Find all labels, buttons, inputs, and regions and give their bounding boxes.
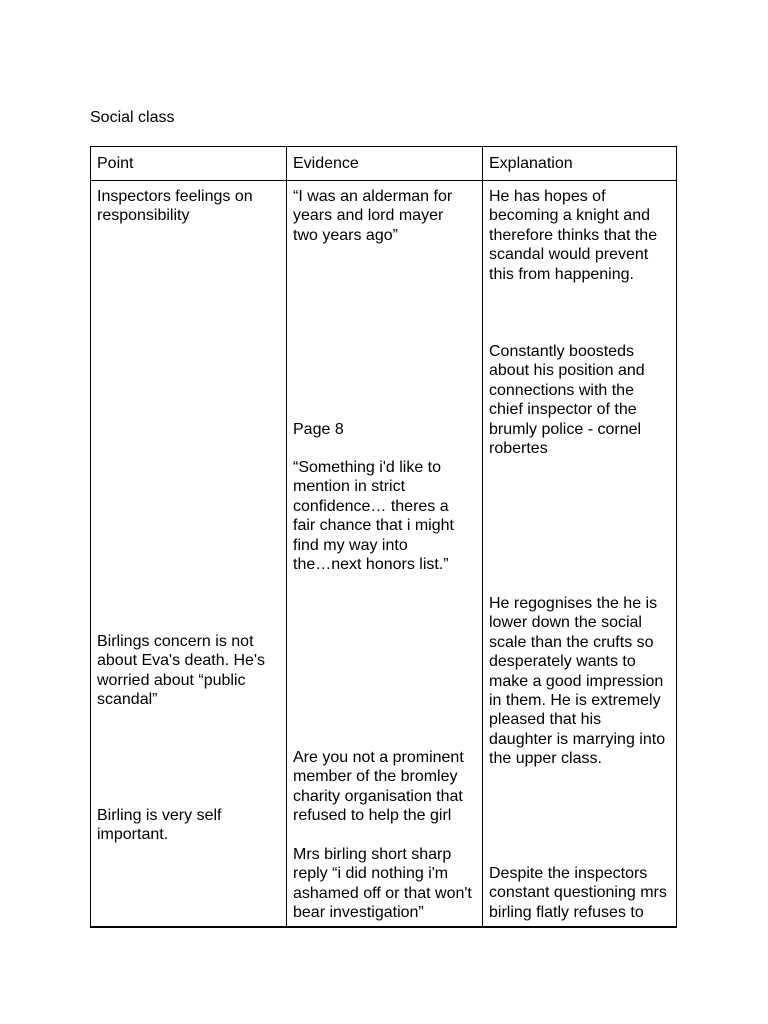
evidence-5-line: reply “i did nothing i'm	[293, 865, 449, 883]
point-1	[97, 187, 253, 226]
explanation-3-line: in them. He is extremely	[489, 692, 661, 710]
point-2-line: about Eva's death. He's	[97, 652, 265, 670]
explanation-1-line: therefore thinks that the	[489, 226, 658, 244]
evidence-4-line: refused to help the girl	[293, 807, 452, 825]
document-title: Social class	[90, 109, 175, 126]
explanation-1	[489, 187, 657, 284]
explanation-3-line: pleased that his	[489, 711, 602, 729]
evidence-4	[293, 748, 464, 826]
explanation-3-line: lower down the social	[489, 614, 642, 632]
explanation-2-line: chief inspector of the	[489, 401, 637, 419]
column-divider-1	[286, 147, 287, 926]
evidence-3-line: confidence… theres a	[293, 497, 449, 515]
evidence-3-line: the…next honors list.”	[293, 556, 449, 574]
evidence-4-line: charity organisation that	[293, 787, 463, 805]
column-divider-2	[482, 147, 483, 926]
explanation-3-line: daughter is marrying into	[489, 730, 666, 748]
point-2-line: worried about “public	[97, 671, 246, 689]
header-evidence: Evidence	[293, 155, 359, 172]
evidence-3-line: find my way into	[293, 536, 408, 554]
point-2-line: scandal”	[97, 691, 158, 709]
explanation-2-line: robertes	[489, 440, 548, 458]
explanation-2-line: Constantly boosteds	[489, 343, 634, 360]
header-explanation: Explanation	[489, 155, 573, 172]
evidence-5-line: ashamed off or that won't	[293, 884, 472, 902]
explanation-1-line: scandal would prevent	[489, 246, 649, 264]
evidence-2	[293, 420, 344, 439]
explanation-3-line: He regognises the he is	[489, 595, 658, 612]
point-3-line: Birling is very self	[97, 807, 222, 824]
explanation-2	[489, 342, 645, 458]
explanation-3	[489, 594, 665, 769]
evidence-3	[293, 458, 454, 574]
evidence-4-line: member of the bromley	[293, 768, 458, 786]
explanation-1-line: He has hopes of	[489, 188, 606, 205]
point-3-line: important.	[97, 826, 169, 844]
point-1-line: responsibility	[97, 207, 190, 225]
evidence-1-line: years and lord mayer	[293, 207, 444, 225]
evidence-1-line: two years ago”	[293, 226, 398, 244]
point-1-line: Inspectors feelings on	[97, 188, 253, 205]
point-2	[97, 632, 265, 710]
evidence-3-line: fair chance that i might	[293, 517, 454, 535]
explanation-2-line: connections with the	[489, 381, 634, 399]
point-2-line: Birlings concern is not	[97, 633, 254, 650]
evidence-4-line: Are you not a prominent	[293, 749, 464, 766]
explanation-2-line: about his position and	[489, 362, 645, 380]
evidence-2-line: Page 8	[293, 421, 344, 438]
explanation-1-line: this from happening.	[489, 265, 634, 283]
evidence-5-line: Mrs birling short sharp	[293, 846, 452, 863]
evidence-3-line: mention in strict	[293, 478, 406, 496]
explanation-2-line: brumly police - cornel	[489, 420, 642, 438]
explanation-3-line: scale than the crufts so	[489, 633, 654, 651]
explanation-3-line: desperately wants to	[489, 653, 636, 671]
explanation-4-line: constant questioning mrs	[489, 884, 667, 902]
explanation-4-line: birling flatly refuses to	[489, 903, 644, 921]
evidence-3-line: “Something i'd like to	[293, 459, 442, 476]
explanation-4-line: Despite the inspectors	[489, 865, 648, 882]
point-3	[97, 806, 221, 845]
evidence-5-line: bear investigation”	[293, 904, 424, 922]
header-point: Point	[97, 155, 134, 172]
explanation-4	[489, 864, 667, 922]
explanation-3-line: the upper class.	[489, 750, 602, 768]
explanation-3-line: make a good impression	[489, 672, 664, 690]
header-divider	[91, 180, 676, 181]
evidence-1	[293, 187, 452, 245]
evidence-1-line: “I was an alderman for	[293, 188, 453, 205]
evidence-5	[293, 845, 472, 923]
explanation-1-line: becoming a knight and	[489, 207, 650, 225]
